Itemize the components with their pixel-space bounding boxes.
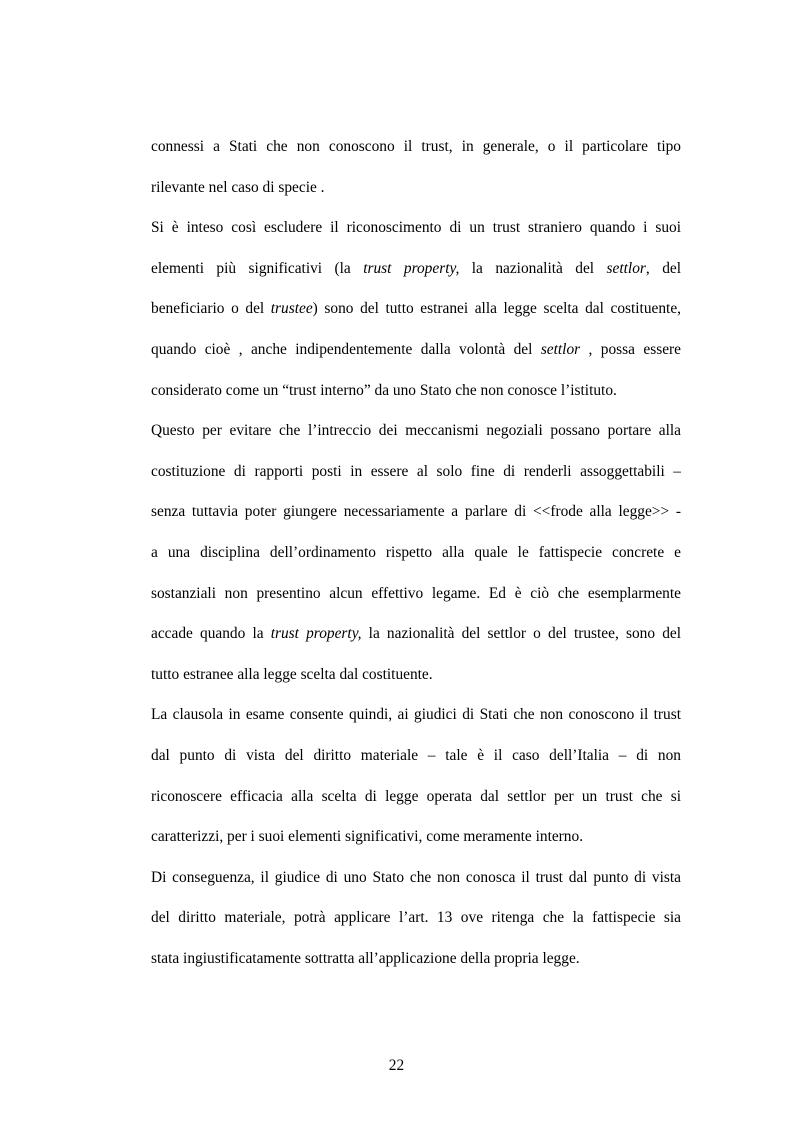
text-line (151, 452, 681, 493)
text-line (151, 249, 681, 290)
text-segment: considerato come un “trust interno” da uno Stato che non conosce l’istituto. (151, 381, 617, 399)
text-segment: beneficiario o del (151, 300, 271, 318)
text-line (151, 777, 681, 818)
text-segment: accade quando la (151, 625, 271, 643)
text-segment: la nazionalità del (459, 259, 607, 277)
text-line (151, 371, 681, 412)
body-text (151, 127, 681, 979)
text-segment: la nazionalità del settlor o del trustee, sono del (361, 625, 681, 643)
italic-term: trust property, (270, 625, 362, 643)
text-segment: , possa essere (580, 340, 681, 358)
text-line (151, 898, 681, 939)
text-line (151, 411, 681, 452)
text-segment: rilevante nel caso di specie . (151, 178, 325, 196)
italic-term: settlor (606, 259, 646, 277)
text-line (151, 330, 681, 371)
text-line (151, 168, 681, 209)
text-segment: caratterizzi, per i suoi elementi significativi, come meramente interno. (151, 828, 584, 846)
text-segment: stata ingiustificatamente sottratta all’applicazione della propria legge. (151, 949, 580, 967)
text-segment: La clausola in esame consente quindi, ai giudici di Stati che non conoscono il trust (151, 706, 681, 724)
text-line (151, 655, 681, 696)
text-line (151, 127, 681, 168)
text-segment: tutto estranee alla legge scelta dal costituente. (151, 665, 433, 683)
text-line (151, 817, 681, 858)
italic-term: trustee (270, 300, 313, 318)
text-segment: riconoscere efficacia alla scelta di legge operata dal settlor per un trust che si (151, 787, 681, 805)
text-line (151, 492, 681, 533)
text-segment: ) sono del tutto estranei alla legge scelta dal costituente, (312, 300, 682, 318)
text-segment: Si è inteso così escludere il riconoscimento di un trust straniero quando i suoi (151, 219, 681, 237)
text-line (151, 939, 681, 980)
text-segment: , del (645, 259, 681, 277)
text-segment: costituzione di rapporti posti in essere al solo fine di renderli assoggettabili – (151, 462, 681, 480)
text-line (151, 533, 681, 574)
text-segment: elementi più significativi (la (151, 259, 364, 277)
text-segment: del diritto materiale, potrà applicare l’art. 13 ove ritenga che la fattispecie sia (151, 909, 681, 927)
italic-term: trust property, (363, 259, 460, 277)
text-segment: sostanziali non presentino alcun effettivo legame. Ed è ciò che esemplarmente (151, 584, 681, 602)
text-line (151, 736, 681, 777)
text-segment: connessi a Stati che non conoscono il trust, in generale, o il particolare tipo (151, 138, 681, 155)
text-segment: quando cioè , anche indipendentemente dalla volontà del (151, 340, 541, 358)
text-segment: Di conseguenza, il giudice di uno Stato che non conosca il trust dal punto di vista (151, 868, 681, 886)
text-line (151, 614, 681, 655)
text-line (151, 289, 681, 330)
text-line (151, 208, 681, 249)
text-segment: Questo per evitare che l’intreccio dei meccanismi negoziali possano portare alla (151, 422, 681, 440)
text-segment: dal punto di vista del diritto materiale – tale è il caso dell’Italia – di non (151, 746, 681, 764)
text-segment: a una disciplina dell’ordinamento rispetto alla quale le fattispecie concrete e (151, 543, 681, 561)
text-line (151, 858, 681, 899)
italic-term: settlor (540, 340, 581, 358)
text-segment: senza tuttavia poter giungere necessariamente a parlare di <<frode alla legge>> - (151, 503, 681, 521)
text-line (151, 574, 681, 615)
page-number: 22 (388, 1057, 405, 1074)
text-line (151, 695, 681, 736)
